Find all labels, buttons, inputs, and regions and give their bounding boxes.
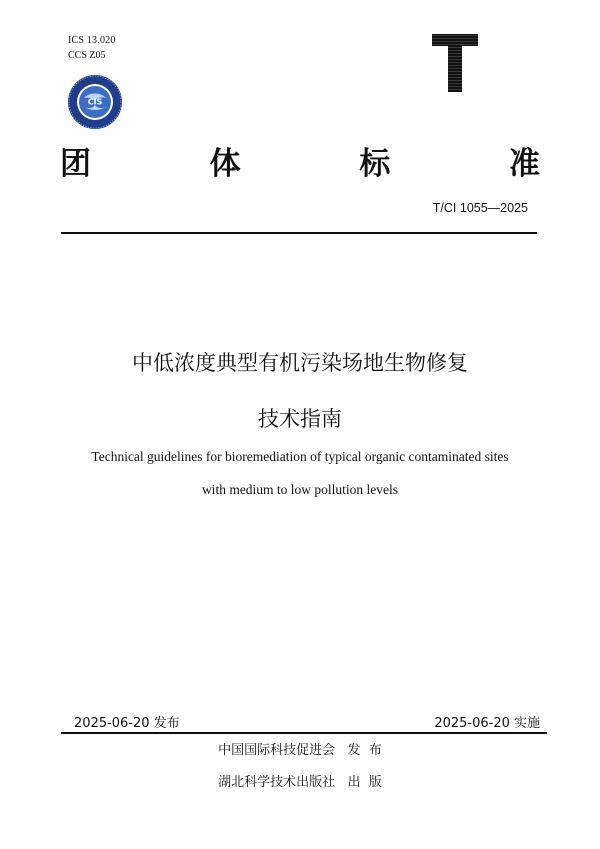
implement-date: 2025-06-20 实施 xyxy=(434,716,540,731)
title-chinese-line1: 中低浓度典型有机污染场地生物修复 xyxy=(132,351,468,375)
title-english-line2: with medium to low pollution levels xyxy=(201,482,399,497)
document-type xyxy=(60,140,540,180)
doc-type-char: 团 xyxy=(60,145,91,182)
organization-logo xyxy=(67,74,123,130)
footer-divider xyxy=(61,732,547,734)
doc-type-char: 体 xyxy=(209,145,241,182)
issuing-organization: 中国国际科技促进会 发 布 xyxy=(218,743,382,758)
publish-date: 2025-06-20 发布 xyxy=(74,716,180,731)
title-english-line1: Technical guidelines for bioremediation of typical organic contaminated sites xyxy=(91,449,509,464)
header-divider xyxy=(61,232,537,234)
doc-type-char: 标 xyxy=(359,145,391,182)
title-chinese-line2: 技术指南 xyxy=(258,407,342,431)
doc-type-char: 准 xyxy=(508,145,540,182)
logo-text: CIS xyxy=(87,97,103,107)
ics-code: ICS 13.020 xyxy=(68,35,116,46)
type-letter-text: T xyxy=(454,83,456,85)
standard-type-letter xyxy=(432,34,478,92)
publishing-house: 湖北科学技术出版社 出 版 xyxy=(218,775,382,790)
document-number: T/CI 1055—2025 xyxy=(432,201,528,215)
ccs-code: CCS Z05 xyxy=(68,50,106,61)
